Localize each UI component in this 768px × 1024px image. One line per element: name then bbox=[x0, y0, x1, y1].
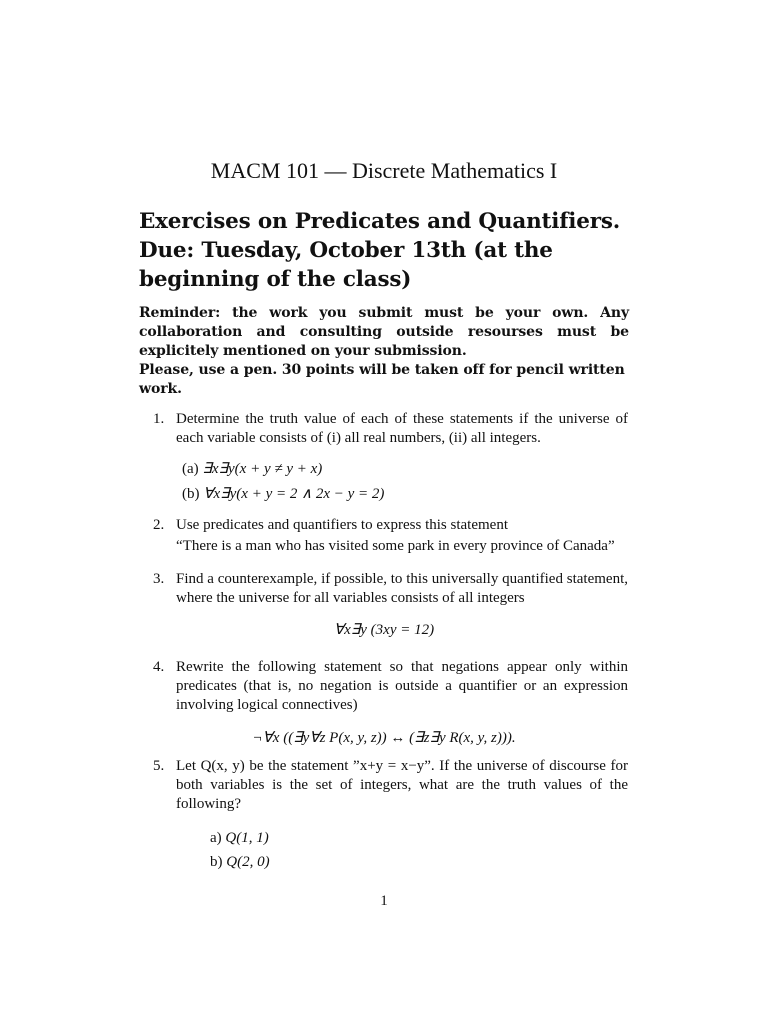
page-number: 1 bbox=[380, 893, 388, 909]
formula: Q(2, 0) bbox=[226, 854, 270, 870]
sub-item bbox=[182, 460, 322, 479]
assignment-heading: Exercises on Predicates and Quantifiers. Due: Tuesday, October 13th (at the beginning of the class) bbox=[139, 209, 621, 292]
exercise-number: 5. bbox=[153, 758, 165, 774]
exercise-number: 1. bbox=[153, 411, 165, 427]
formula: ∀x∃y(x + y = 2 ∧ 2x − y = 2) bbox=[203, 486, 385, 502]
sub-item bbox=[182, 485, 384, 504]
sub-item bbox=[210, 829, 269, 848]
exercise-number: 2. bbox=[153, 517, 165, 533]
sub-item-label: a) bbox=[210, 830, 222, 846]
quoted-statement: “There is a man who has visited some park in every province of Canada” bbox=[176, 538, 615, 554]
formula: Q(1, 1) bbox=[225, 830, 269, 846]
sub-item-label: (b) bbox=[182, 486, 200, 502]
exercise-text: Determine the truth value of each of these statements if the universe of each variable consists of (i) all real numbers, (ii) all integers. bbox=[176, 411, 628, 446]
formula: ∃x∃y(x + y ≠ y + x) bbox=[202, 461, 323, 477]
reminder-text: Reminder: the work you submit must be your own. Any collaboration and consulting outside resourses must be explicitely mentioned on your submission. bbox=[139, 305, 629, 359]
exercise-text: Use predicates and quantifiers to express this statement bbox=[176, 517, 508, 533]
exercise-number: 4. bbox=[153, 659, 165, 675]
sub-item bbox=[210, 853, 270, 872]
sub-item-label: b) bbox=[210, 854, 223, 870]
exercise-text: Let Q(x, y) be the statement ”x+y = x−y”. If the universe of discourse for both variables is the set of integers, what are the truth values of the following? bbox=[176, 758, 628, 812]
course-title: MACM 101 — Discrete Mathematics I bbox=[210, 158, 558, 183]
display-formula: ∀x∃y (3xy = 12) bbox=[333, 622, 435, 638]
display-formula: ¬∀x ((∃y∀z P(x, y, z)) ↔ (∃z∃y R(x, y, z))). bbox=[252, 730, 516, 746]
exercise-text: Find a counterexample, if possible, to this universally quantified statement, where the universe for all variables consists of all integers bbox=[176, 571, 628, 606]
pen-notice: Please, use a pen. 30 points will be taken off for pencil written work. bbox=[139, 362, 625, 397]
sub-item-label: (a) bbox=[182, 461, 199, 477]
exercise-number: 3. bbox=[153, 571, 165, 587]
reminder-block bbox=[139, 304, 629, 399]
exercise-text: Rewrite the following statement so that negations appear only within predicates (that is, no negation is outside a quantifier or an expression involving logical connectives) bbox=[176, 659, 628, 713]
